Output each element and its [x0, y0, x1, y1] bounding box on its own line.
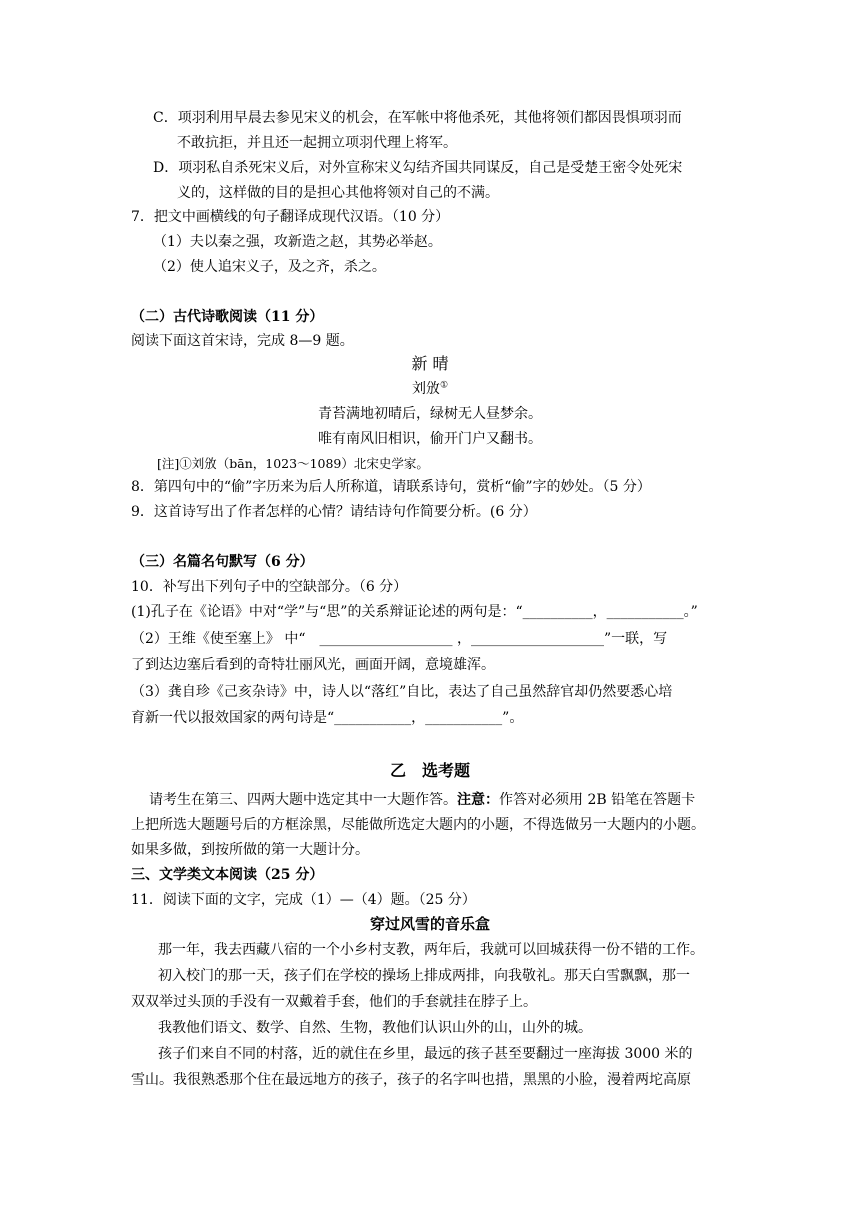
section-poetry-heading: （二）古代诗歌阅读（11 分） — [131, 309, 324, 325]
q6-option-c-line2: 不敢抗拒，并且还一起拥立项羽代理上将军。 — [177, 135, 457, 151]
q9: 9．这首诗写出了作者怎样的心情？请结诗句作简要分析。(6 分） — [131, 504, 537, 520]
poetry-intro: 阅读下面这首宋诗，完成 8—9 题。 — [131, 333, 354, 349]
q6-option-d-line1: D．项羽私自杀死宋义后，对外宣称宋义勾结齐国共同谋反，自己是受楚王密令处死宋 — [153, 160, 683, 176]
section-quotes-heading: （三）名篇名句默写（6 分） — [131, 554, 314, 570]
elective-instr-post: 作答对必须用 2B 铅笔在答题卡 — [499, 792, 696, 808]
story-para-3: 我教他们语文、数学、自然、生物，教他们认识山外的山，山外的城。 — [158, 1020, 592, 1036]
elective-title: 乙 选考题 — [389, 761, 470, 780]
q7-stem: 7．把文中画横线的句子翻译成现代汉语。（10 分） — [131, 209, 450, 225]
story-title: 穿过风雪的音乐盒 — [369, 915, 490, 933]
q10-part-3-line2: 育新一代以报效国家的两句诗是“___________，___________”。 — [131, 710, 524, 726]
elective-instructions-line3: 如果多做，到按所做的第一大题计分。 — [131, 842, 369, 858]
q10-part-2-line1: （2）王维《使至塞上》 中“ ___________________ ，___________________”一联，写 — [131, 631, 668, 647]
poem-footnote: [注]①刘攽（bān，1023～1089）北宋史学家。 — [157, 456, 429, 471]
poem-line-2: 唯有南风旧相识，偷开门户又翻书。 — [318, 431, 542, 447]
story-para-2-line1: 初入校门的那一天，孩子们在学校的操场上排成两排，向我敬礼。那天白雪飘飘，那一 — [158, 968, 690, 984]
poem-title: 新 晴 — [411, 354, 449, 373]
poem-author-name: 刘攽 — [411, 381, 440, 397]
q6-option-c-line1: C．项羽利用早晨去参见宋义的机会，在军帐中将他杀死，其他将领们都因畏惧项羽而 — [153, 110, 682, 126]
elective-instr-note: 注意： — [457, 792, 499, 808]
q7-sentence-1: （1）夫以秦之强，攻新造之赵，其势必举赵。 — [153, 234, 442, 250]
elective-instructions-line1 — [149, 790, 695, 810]
q6-option-d-line2: 义的，这样做的目的是担心其他将领对自己的不满。 — [177, 185, 499, 201]
q11-stem: 11．阅读下面的文字，完成（1）—（4）题。（25 分） — [131, 892, 476, 908]
q10-stem: 10．补写出下列句子中的空缺部分。（6 分） — [131, 579, 408, 595]
author-note-mark: ① — [439, 380, 449, 391]
elective-instructions-line2: 上把所选大题题号后的方框涂黑，尽能做所选定大题内的小题，不得选做另一大题内的小题。 — [131, 817, 705, 833]
poem-line-1: 青苔满地初晴后，绿树无人昼梦余。 — [318, 406, 542, 422]
q10-part-2-line2: 了到达边塞后看到的奇特壮丽风光，画面开阔，意境雄浑。 — [131, 657, 495, 673]
section-literary-heading: 三、文学类文本阅读（25 分） — [131, 867, 324, 883]
story-para-2-line2: 双双举过头顶的手没有一双戴着手套，他们的手套就挂在脖子上。 — [131, 994, 537, 1010]
story-para-4-line1: 孩子们来自不同的村落，近的就住在乡里，最远的孩子甚至要翻过一座海拔 3000 米的 — [158, 1046, 693, 1062]
elective-instr-pre: 请考生在第三、四两大题中选定其中一大题作答。 — [149, 792, 457, 808]
story-para-4-line2: 雪山。我很熟悉那个住在最远地方的孩子，孩子的名字叫也措，黑黑的小脸，漫着两坨高原 — [131, 1072, 691, 1088]
story-para-1: 那一年，我去西藏八宿的一个小乡村支教，两年后，我就可以回城获得一份不错的工作。 — [158, 942, 704, 958]
q8: 8．第四句中的“偷”字历来为后人所称道，请联系诗句，赏析“偷”字的妙处。（5 分） — [131, 479, 651, 495]
q10-part-3-line1: （3）龚自珍《己亥杂诗》中，诗人以“落红”自比，表达了自己虽然辞官却仍然要悉心培 — [131, 684, 673, 700]
poem-author — [0, 379, 860, 399]
q10-part-1: (1)孔子在《论语》中对“学”与“思”的关系辩证论述的两句是：“__________，___________。” — [131, 604, 698, 620]
q7-sentence-2: （2）使人追宋义子，及之齐，杀之。 — [153, 259, 386, 275]
